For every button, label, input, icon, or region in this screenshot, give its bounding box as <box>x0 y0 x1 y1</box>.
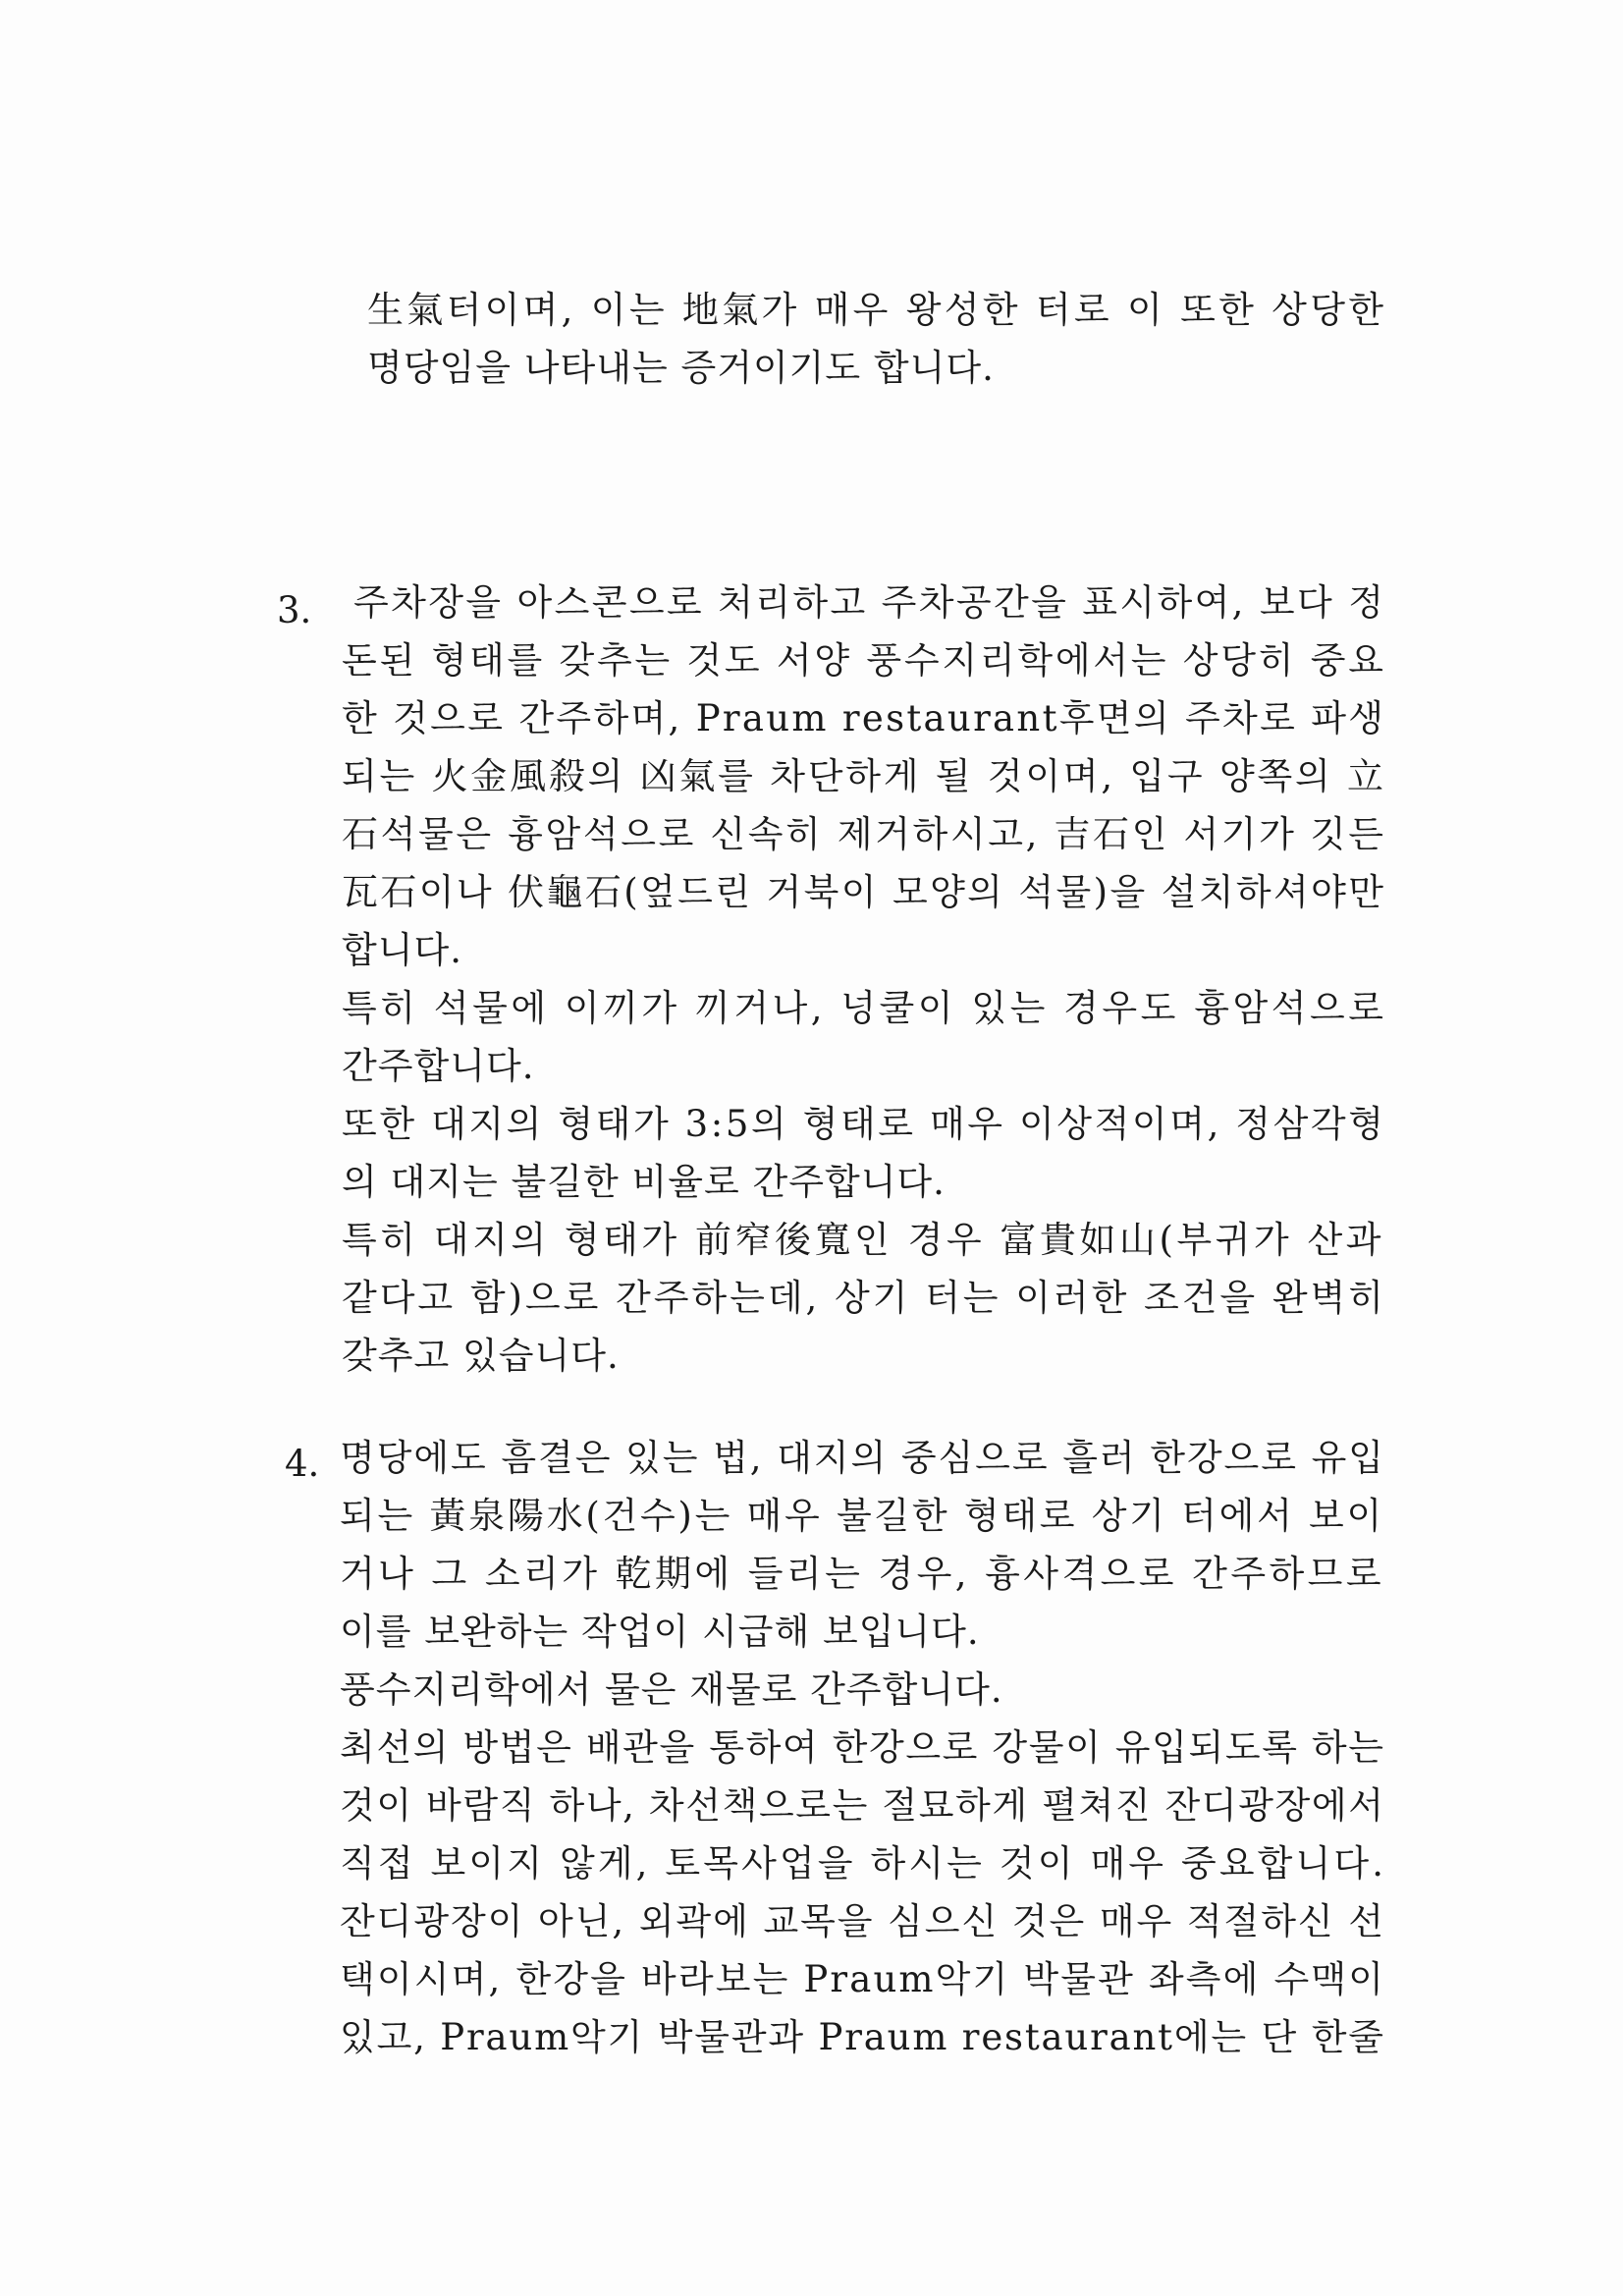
intro-line-1: 生氣터이며, 이는 地氣가 매우 왕성한 터로 이 또한 상당한 <box>367 289 1387 331</box>
section-4-line: 명당에도 흠결은 있는 법, 대지의 중심으로 흘러 한강으로 유입 <box>340 1437 1385 1479</box>
section-4-line: 풍수지리학에서 물은 재물로 간주합니다. <box>340 1668 1003 1711</box>
section-4-line: 있고, Praum악기 박물관과 Praum restaurant에는 단 한줄 <box>340 2016 1385 2058</box>
section-3-line: 특히 대지의 형태가 前窄後寬인 경우 富貴如山(부귀가 산과 <box>342 1219 1384 1261</box>
intro-line-2: 명당임을 나타내는 증거이기도 합니다. <box>367 347 995 389</box>
section-3-line: 한 것으로 간주하며, Praum restaurant후면의 주차로 파생 <box>342 697 1386 739</box>
section-4-number: 4. <box>285 1443 320 1485</box>
section-4-line: 거나 그 소리가 乾期에 들리는 경우, 흉사격으로 간주하므로 <box>340 1553 1384 1595</box>
section-4-line: 이를 보완하는 작업이 시급해 보입니다. <box>340 1611 980 1653</box>
section-3-line: 갖추고 있습니다. <box>342 1335 620 1377</box>
section-3-line: 되는 火金風殺의 凶氣를 차단하게 될 것이며, 입구 양쪽의 立 <box>342 755 1386 797</box>
section-4-line: 되는 黃泉陽水(건수)는 매우 불길한 형태로 상기 터에서 보이 <box>340 1495 1384 1537</box>
section-3-line: 瓦石이나 伏龜石(엎드린 거북이 모양의 석물)을 설치하셔야만 <box>342 871 1386 913</box>
section-4-line: 직접 보이지 않게, 토목사업을 하시는 것이 매우 중요합니다. <box>340 1842 1387 1885</box>
section-4-line: 최선의 방법은 배관을 통하여 한강으로 강물이 유입되도록 하는 <box>340 1726 1385 1769</box>
section-3-line: 특히 석물에 이끼가 끼거나, 넝쿨이 있는 경우도 흉암석으로 <box>342 987 1387 1029</box>
section-3-number: 3. <box>277 589 312 631</box>
section-3-line: 돈된 형태를 갖추는 것도 서양 풍수지리학에서는 상당히 중요 <box>342 639 1386 682</box>
section-3-line: 간주합니다. <box>342 1045 535 1087</box>
section-3-line: 의 대지는 불길한 비율로 간주합니다. <box>342 1161 946 1203</box>
section-3-line: 합니다. <box>342 929 462 971</box>
section-3-line: 같다고 함)으로 간주하는데, 상기 터는 이러한 조건을 완벽히 <box>342 1277 1386 1319</box>
section-4-line: 잔디광장이 아닌, 외곽에 교목을 심으신 것은 매우 적절하신 선 <box>340 1900 1385 1942</box>
section-3-line: 또한 대지의 형태가 3:5의 형태로 매우 이상적이며, 정삼각형 <box>342 1103 1386 1145</box>
section-4-line: 것이 바람직 하나, 차선책으로는 절묘하게 펼쳐진 잔디광장에서 <box>340 1784 1385 1827</box>
section-3-line: 石석물은 흉암석으로 신속히 제거하시고, 吉石인 서기가 깃든 <box>342 813 1386 855</box>
section-4-line: 택이시며, 한강을 바라보는 Praum악기 박물관 좌측에 수맥이 <box>340 1958 1386 2000</box>
section-3-line: 주차장을 아스콘으로 처리하고 주차공간을 표시하여, 보다 정 <box>353 581 1386 624</box>
